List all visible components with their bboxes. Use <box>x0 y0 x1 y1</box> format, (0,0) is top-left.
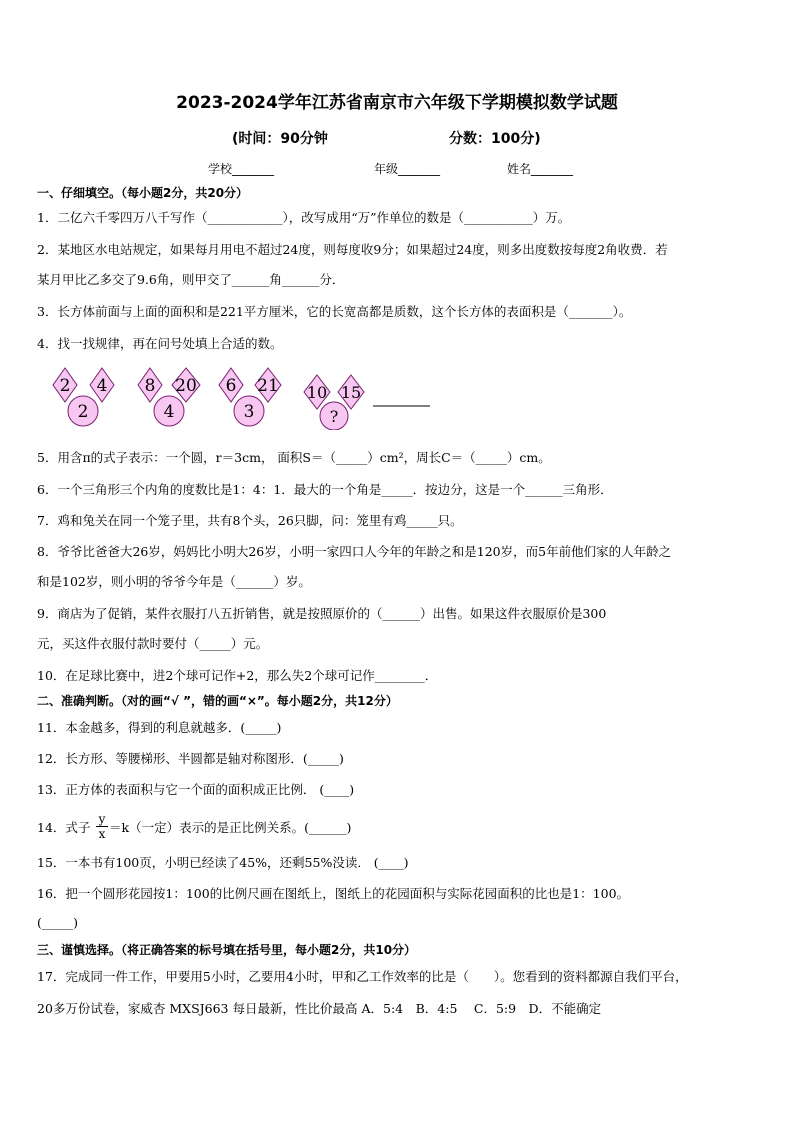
pattern-figure <box>40 366 440 430</box>
pattern-number-left: 8 <box>144 376 156 396</box>
pattern-number-bottom: 3 <box>243 402 255 422</box>
question-2-line-2: 某月甲比乙多交了9.6角，则甲交了______角______分． <box>37 272 345 287</box>
question-9-line-1: 9．商店为了促销，某件衣服打八五折销售，就是按照原价的（______）出售。如果这件衣服原价是300 <box>37 606 607 621</box>
question-8-line-1: 8．爷爷比爸爸大26岁，妈妈比小明大26岁，小明一家四口人今年的年龄之和是120岁，而5年前他们家的人年龄之 <box>37 544 672 559</box>
fraction-numerator: y <box>96 812 108 827</box>
question-14-suffix: ＝k（一定）表示的是正比例关系。(______) <box>109 820 352 835</box>
pattern-number-left: 10 <box>306 383 328 402</box>
question-16-line-1: 16．把一个圆形花园按1：100的比例尺画在图纸上，图纸上的花园面积与实际花园面积的比也是1：100。 <box>37 886 630 901</box>
page-title: 2023-2024学年江苏省南京市六年级下学期模拟数学试题 <box>176 93 618 113</box>
pattern-number-bottom: 4 <box>163 402 175 422</box>
question-13: 13．正方体的表面积与它一个面的面积成正比例． (____) <box>37 782 355 797</box>
question-11: 11．本金越多，得到的利息就越多．(_____) <box>37 720 282 735</box>
question-1: 1．二亿六千零四万八千写作（____________），改写成用“万”作单位的数是（___________）万。 <box>37 210 571 225</box>
question-17-line-2: 20多万份试卷，家威杏 MXSJ663 每日最新，性比价最高 A．5:4 B．4:5 C．5:9 D．不能确定 <box>37 1001 602 1016</box>
question-2-line-1: 2．某地区水电站规定，如果每月用电不超过24度，则每度收9分；如果超过24度，则多出度数按每度2角收费．若 <box>37 242 668 257</box>
question-10: 10．在足球比赛中，进2个球可记作+2，那么失2个球可记作________． <box>37 668 438 683</box>
pattern-number-left: 6 <box>225 376 237 396</box>
pattern-number-right: 4 <box>96 376 108 396</box>
pattern-group-4 <box>304 375 364 430</box>
pattern-number-bottom: 2 <box>77 402 89 422</box>
question-5: 5．用含π的式子表示：一个圆，r＝3cm， 面积S＝（_____）cm²，周长C＝（_____）cm。 <box>37 450 551 465</box>
pattern-number-bottom: ? <box>329 407 339 426</box>
grade-field[interactable]: 年级_______ <box>374 162 441 176</box>
question-12: 12．长方形、等腰梯形、半圆都是轴对称图形．(_____) <box>37 751 344 766</box>
fraction-denominator: x <box>98 827 106 841</box>
question-16-line-2: (_____) <box>37 915 79 930</box>
pattern-number-right: 20 <box>175 376 197 396</box>
question-14-fraction <box>96 812 108 841</box>
question-9-line-2: 元，买这件衣服付款时要付（_____）元。 <box>37 636 269 651</box>
question-17-line-1: 17．完成同一件工作，甲要用5小时，乙要用4小时，甲和乙工作效率的比是（ ）。您看到的资料都源自我们平台， <box>37 969 688 984</box>
exam-time: (时间：90分钟 <box>232 131 328 147</box>
pattern-number-right: 21 <box>257 376 279 396</box>
pattern-group-1 <box>53 368 114 426</box>
section-3-heading: 三、谨慎选择。（将正确答案的标号填在括号里，每小题2分，共10分） <box>37 943 417 957</box>
pattern-number-right: 15 <box>340 383 362 402</box>
school-field[interactable]: 学校_______ <box>208 162 275 176</box>
section-2-heading: 二、准确判断。（对的画“√ ”，错的画“×”。每小题2分，共12分） <box>37 694 398 708</box>
pattern-group-3 <box>219 368 281 426</box>
question-4: 4．找一找规律，再在问号处填上合适的数。 <box>37 336 283 351</box>
pattern-group-2 <box>138 368 200 426</box>
question-6: 6．一个三角形三个内角的度数比是1：4：1．最大的一个角是_____．按边分，这是一个______三角形． <box>37 482 613 497</box>
pattern-number-left: 2 <box>59 376 71 396</box>
question-3: 3．长方体前面与上面的面积和是221平方厘米，它的长宽高都是质数，这个长方体的表面积是（_______）。 <box>37 304 632 319</box>
question-15: 15．一本书有100页，小明已经读了45%，还剩55%没读． (____) <box>37 855 409 870</box>
question-8-line-2: 和是102岁，则小明的爷爷今年是（______）岁。 <box>37 574 311 589</box>
section-1-heading: 一、仔细填空。（每小题2分，共20分） <box>37 186 249 200</box>
question-7: 7．鸡和兔关在同一个笼子里，共有8个头，26只脚，问：笼里有鸡_____只。 <box>37 513 463 528</box>
question-14-prefix: 14．式子 <box>37 820 91 835</box>
exam-score: 分数：100分) <box>449 131 541 147</box>
name-field[interactable]: 姓名_______ <box>507 162 574 176</box>
